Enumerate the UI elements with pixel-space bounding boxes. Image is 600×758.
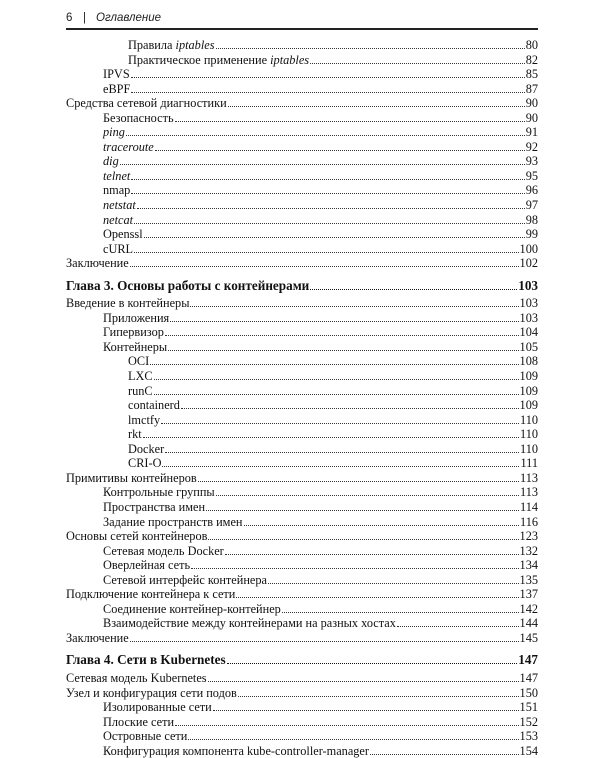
toc-entry[interactable] bbox=[66, 744, 538, 758]
toc-entry[interactable] bbox=[66, 671, 538, 686]
toc-page-number: 80 bbox=[525, 38, 538, 52]
toc-entry-italic-term: iptables bbox=[270, 52, 310, 67]
toc-entry-text: Docker bbox=[128, 441, 165, 456]
toc-entry-text: Приложения bbox=[103, 310, 170, 325]
leader-dots bbox=[150, 354, 518, 365]
leader-dots bbox=[165, 325, 519, 336]
leader-dots bbox=[216, 485, 519, 496]
leader-dots bbox=[130, 631, 519, 642]
toc-page-number: 137 bbox=[519, 587, 538, 602]
toc-page-number: 132 bbox=[519, 543, 538, 558]
toc-entry[interactable] bbox=[66, 573, 538, 588]
toc-entry-italic-term: telnet bbox=[103, 168, 131, 183]
leader-dots bbox=[188, 729, 518, 740]
leader-dots bbox=[137, 198, 525, 209]
toc-page-number: 104 bbox=[519, 325, 538, 340]
toc-page-number: 147 bbox=[519, 670, 538, 685]
toc-page-number: 152 bbox=[519, 714, 538, 729]
toc-entry[interactable] bbox=[66, 500, 538, 515]
toc-page-number: 109 bbox=[519, 369, 538, 384]
toc-entry[interactable] bbox=[66, 398, 538, 413]
toc-entry[interactable] bbox=[66, 544, 538, 559]
toc-entry[interactable] bbox=[66, 558, 538, 573]
toc-entry-title bbox=[103, 325, 164, 340]
toc-entry[interactable] bbox=[66, 529, 538, 544]
leader-dots bbox=[198, 471, 519, 482]
toc-entry[interactable] bbox=[66, 169, 538, 184]
leader-dots bbox=[131, 82, 524, 93]
toc-entry[interactable] bbox=[66, 256, 538, 271]
toc-page-number: 145 bbox=[519, 630, 538, 645]
leader-dots bbox=[208, 671, 519, 682]
toc-page-number: 85 bbox=[525, 67, 538, 82]
toc-page-number: 97 bbox=[525, 198, 538, 213]
toc-entry-title bbox=[128, 427, 142, 442]
toc-entry-title bbox=[128, 369, 153, 384]
toc-entry-text: Контейнеры bbox=[103, 339, 168, 354]
toc-entry-text: Соединение контейнер-контейнер bbox=[103, 601, 281, 616]
toc-chapter-heading[interactable] bbox=[66, 279, 538, 294]
leader-dots bbox=[190, 296, 518, 307]
toc-entry-text: Заключение bbox=[66, 256, 129, 271]
header-title: Оглавление bbox=[96, 12, 161, 24]
toc-page-number: 93 bbox=[525, 154, 538, 169]
table-of-contents bbox=[66, 38, 538, 758]
toc-entry-title bbox=[103, 213, 133, 228]
toc-entry[interactable] bbox=[66, 602, 538, 617]
toc-entry-text: Островные сети bbox=[103, 729, 188, 744]
toc-entry[interactable] bbox=[66, 369, 538, 384]
toc-entry-text: nmap bbox=[103, 183, 131, 198]
toc-entry-title bbox=[103, 715, 174, 730]
toc-entry-text: Гипервизор bbox=[103, 325, 164, 340]
toc-entry[interactable] bbox=[66, 715, 538, 730]
toc-page-number: 116 bbox=[520, 514, 538, 529]
toc-entry-text: lmctfy bbox=[128, 412, 161, 427]
toc-entry-title bbox=[66, 653, 226, 668]
toc-page-number: 90 bbox=[525, 110, 538, 125]
page-number: 6 bbox=[66, 12, 73, 24]
toc-entry-title bbox=[103, 544, 224, 559]
toc-page-number: 102 bbox=[519, 256, 538, 271]
leader-dots bbox=[208, 529, 518, 540]
toc-entry-title bbox=[103, 242, 133, 257]
toc-page-number: 103 bbox=[519, 310, 538, 325]
toc-page-number: 82 bbox=[525, 52, 538, 67]
toc-entry-text: rkt bbox=[128, 427, 142, 442]
toc-entry-text: Правила bbox=[128, 38, 176, 52]
toc-entry-title bbox=[128, 442, 164, 457]
toc-entry-text: Основы сетей контейнеров bbox=[66, 529, 208, 544]
toc-entry-text: Конфигурация компонента kube-controller-manager bbox=[103, 743, 369, 758]
toc-entry[interactable] bbox=[66, 587, 538, 602]
toc-page-number: 109 bbox=[519, 383, 538, 398]
toc-entry-text: Практическое применение bbox=[128, 52, 271, 67]
leader-dots bbox=[154, 369, 519, 380]
toc-entry-text: IPVS bbox=[103, 67, 130, 82]
toc-entry[interactable] bbox=[66, 631, 538, 646]
toc-page-number: 87 bbox=[525, 81, 538, 96]
toc-entry[interactable] bbox=[66, 729, 538, 744]
toc-entry[interactable] bbox=[66, 213, 538, 228]
toc-page-number: 151 bbox=[519, 700, 538, 715]
toc-entry-italic-term: iptables bbox=[175, 38, 215, 52]
leader-dots bbox=[206, 500, 519, 511]
toc-entry-title bbox=[103, 154, 119, 169]
toc-entry-title bbox=[103, 67, 130, 82]
toc-entry-italic-term: netstat bbox=[103, 198, 136, 213]
toc-entry-title bbox=[103, 700, 212, 715]
toc-entry-text: OCI bbox=[128, 354, 150, 369]
leader-dots bbox=[268, 573, 519, 584]
toc-entry-italic-term: dig bbox=[103, 154, 119, 169]
toc-entry-title bbox=[103, 500, 205, 515]
toc-entry-title bbox=[128, 384, 153, 399]
leader-dots bbox=[155, 140, 525, 151]
toc-entry[interactable] bbox=[66, 96, 538, 111]
toc-entry[interactable] bbox=[66, 183, 538, 198]
leader-dots bbox=[134, 242, 518, 253]
toc-entry-title bbox=[103, 198, 136, 213]
leader-dots bbox=[120, 154, 525, 165]
toc-page-number: 114 bbox=[520, 499, 538, 514]
toc-entry-title bbox=[103, 558, 190, 573]
toc-entry-title bbox=[66, 256, 129, 271]
toc-entry-title bbox=[103, 125, 125, 140]
toc-entry-title bbox=[103, 140, 154, 155]
toc-entry-text: Введение в контейнеры bbox=[66, 296, 190, 311]
toc-entry-title bbox=[66, 296, 189, 311]
toc-entry[interactable] bbox=[66, 154, 538, 169]
toc-entry[interactable] bbox=[66, 38, 538, 53]
leader-dots bbox=[143, 427, 519, 438]
toc-entry[interactable] bbox=[66, 125, 538, 140]
leader-dots bbox=[161, 413, 519, 424]
toc-page-number: 103 bbox=[519, 296, 538, 311]
toc-page-number: 98 bbox=[525, 212, 538, 227]
leader-dots bbox=[244, 515, 520, 526]
leader-dots bbox=[175, 111, 525, 122]
toc-entry[interactable] bbox=[66, 140, 538, 155]
toc-entry[interactable] bbox=[66, 471, 538, 486]
toc-entry-title bbox=[103, 616, 396, 631]
toc-page-number: 110 bbox=[520, 427, 538, 442]
toc-entry[interactable] bbox=[66, 311, 538, 326]
leader-dots bbox=[310, 279, 517, 290]
toc-entry-text: Плоские сети bbox=[103, 714, 175, 729]
toc-entry-text: Сетевой интерфейс контейнера bbox=[103, 572, 267, 587]
toc-entry-text: Оверлейная сеть bbox=[103, 558, 191, 573]
toc-entry-title bbox=[128, 354, 149, 369]
toc-entry[interactable] bbox=[66, 456, 538, 471]
leader-dots bbox=[181, 398, 519, 409]
toc-page-number: 134 bbox=[519, 558, 538, 573]
toc-entry[interactable] bbox=[66, 198, 538, 213]
toc-entry-title bbox=[66, 671, 207, 686]
toc-entry[interactable] bbox=[66, 242, 538, 257]
toc-entry-text: runC bbox=[128, 383, 153, 398]
toc-page-number: 147 bbox=[518, 652, 538, 668]
toc-chapter-heading[interactable] bbox=[66, 653, 538, 668]
toc-page-number: 142 bbox=[519, 601, 538, 616]
toc-entry-text: Задание пространств имен bbox=[103, 514, 243, 529]
toc-entry[interactable] bbox=[66, 227, 538, 242]
toc-entry-italic-term: traceroute bbox=[103, 139, 154, 154]
leader-dots bbox=[225, 544, 519, 555]
toc-page-number: 96 bbox=[525, 183, 538, 198]
leader-dots bbox=[131, 67, 525, 78]
toc-entry[interactable] bbox=[66, 82, 538, 97]
leader-dots bbox=[227, 653, 518, 664]
toc-entry-text: Узел и конфигурация сети подов bbox=[66, 685, 237, 700]
leader-dots bbox=[170, 311, 518, 322]
toc-page-number: 123 bbox=[519, 529, 538, 544]
toc-entry-title bbox=[66, 279, 309, 294]
leader-dots bbox=[216, 38, 525, 49]
toc-page-number: 91 bbox=[525, 125, 538, 140]
toc-entry-title bbox=[66, 471, 197, 486]
toc-entry-title bbox=[103, 602, 281, 617]
leader-dots bbox=[228, 96, 525, 107]
toc-entry-text: Заключение bbox=[66, 630, 129, 645]
leader-dots bbox=[282, 602, 519, 613]
toc-page-number: 144 bbox=[519, 616, 538, 631]
toc-entry-text: Изолированные сети bbox=[103, 700, 212, 715]
toc-entry-text: Пространства имен bbox=[103, 499, 206, 514]
leader-dots bbox=[397, 616, 519, 627]
toc-page-number: 113 bbox=[520, 485, 538, 500]
toc-entry-text: Взаимодействие между контейнерами на разных хостах bbox=[103, 616, 396, 631]
toc-entry-text: Контрольные группы bbox=[103, 485, 215, 500]
toc-page-number: 135 bbox=[519, 572, 538, 587]
toc-entry-title bbox=[128, 53, 309, 68]
leader-dots bbox=[126, 125, 525, 136]
leader-dots bbox=[131, 169, 524, 180]
leader-dots bbox=[370, 744, 519, 755]
toc-entry-text: Безопасность bbox=[103, 110, 174, 125]
toc-entry-text: cURL bbox=[103, 241, 134, 256]
toc-entry-title bbox=[103, 485, 215, 500]
leader-dots bbox=[134, 213, 525, 224]
toc-entry-title bbox=[128, 456, 161, 471]
leader-dots bbox=[213, 700, 519, 711]
toc-entry-title bbox=[103, 311, 169, 326]
toc-page-number: 154 bbox=[519, 743, 538, 758]
toc-entry[interactable] bbox=[66, 354, 538, 369]
toc-entry[interactable] bbox=[66, 515, 538, 530]
toc-entry[interactable] bbox=[66, 384, 538, 399]
toc-entry[interactable] bbox=[66, 485, 538, 500]
leader-dots bbox=[175, 715, 519, 726]
toc-entry-title bbox=[103, 573, 267, 588]
toc-entry-title bbox=[128, 413, 160, 428]
leader-dots bbox=[191, 558, 518, 569]
toc-page-number: 109 bbox=[519, 398, 538, 413]
leader-dots bbox=[310, 53, 525, 64]
toc-entry-text: LXC bbox=[128, 369, 153, 384]
toc-entry-text: CRI-O bbox=[128, 456, 162, 471]
toc-entry-title bbox=[103, 729, 187, 744]
toc-entry[interactable] bbox=[66, 325, 538, 340]
toc-entry-title bbox=[66, 631, 129, 646]
toc-page-number: 110 bbox=[520, 412, 538, 427]
toc-entry[interactable] bbox=[66, 442, 538, 457]
leader-dots bbox=[168, 340, 518, 351]
running-header bbox=[66, 10, 538, 30]
toc-entry-title bbox=[103, 515, 243, 530]
toc-entry-text: Openssl bbox=[103, 227, 143, 242]
toc-page-number: 110 bbox=[520, 441, 538, 456]
toc-entry[interactable] bbox=[66, 616, 538, 631]
toc-entry-title bbox=[66, 96, 227, 111]
toc-entry-title bbox=[103, 82, 130, 97]
toc-entry-title bbox=[103, 744, 369, 758]
toc-entry-title bbox=[103, 169, 130, 184]
toc-entry-italic-term: netcat bbox=[103, 212, 134, 227]
toc-page-number: 95 bbox=[525, 168, 538, 183]
toc-entry[interactable] bbox=[66, 427, 538, 442]
toc-page-number: 92 bbox=[525, 139, 538, 154]
toc-entry-text: Глава 3. Основы работы с контейнерами bbox=[66, 277, 310, 293]
toc-entry-text: eBPF bbox=[103, 81, 131, 96]
toc-page-number: 100 bbox=[519, 241, 538, 256]
toc-page-number: 105 bbox=[519, 339, 538, 354]
toc-entry-title bbox=[103, 340, 167, 355]
leader-dots bbox=[130, 256, 519, 267]
leader-dots bbox=[236, 587, 518, 598]
toc-entry-title bbox=[66, 686, 237, 701]
toc-entry-title bbox=[103, 227, 143, 242]
toc-entry-title bbox=[103, 183, 130, 198]
toc-entry[interactable] bbox=[66, 340, 538, 355]
toc-entry-text: Сетевая модель Kubernetes bbox=[66, 670, 207, 685]
leader-dots bbox=[162, 456, 519, 467]
toc-entry[interactable] bbox=[66, 111, 538, 126]
toc-entry-text: Глава 4. Сети в Kubernetes bbox=[66, 652, 226, 668]
toc-entry-title bbox=[103, 111, 174, 126]
toc-entry-text: Подключение контейнера к сети bbox=[66, 587, 236, 602]
toc-entry[interactable] bbox=[66, 53, 538, 68]
header-separator: | bbox=[83, 12, 86, 24]
toc-page-number: 150 bbox=[519, 685, 538, 700]
toc-entry-title bbox=[128, 398, 180, 413]
toc-entry[interactable] bbox=[66, 686, 538, 701]
toc-entry-text: Сетевая модель Docker bbox=[103, 543, 224, 558]
toc-page-number: 111 bbox=[520, 456, 538, 471]
toc-entry-italic-term: ping bbox=[103, 125, 125, 140]
toc-entry-title bbox=[66, 529, 207, 544]
leader-dots bbox=[238, 686, 519, 697]
toc-entry-text: containerd bbox=[128, 398, 180, 413]
toc-entry[interactable] bbox=[66, 700, 538, 715]
toc-page-number: 113 bbox=[520, 470, 538, 485]
toc-page-number: 153 bbox=[519, 729, 538, 744]
toc-page-number: 99 bbox=[525, 227, 538, 242]
leader-dots bbox=[165, 442, 519, 453]
leader-dots bbox=[154, 384, 519, 395]
toc-page-number: 103 bbox=[518, 277, 538, 293]
toc-entry[interactable] bbox=[66, 67, 538, 82]
toc-entry-text: Примитивы контейнеров bbox=[66, 470, 197, 485]
toc-page-number: 90 bbox=[525, 96, 538, 111]
leader-dots bbox=[144, 227, 525, 238]
toc-page-number: 108 bbox=[519, 354, 538, 369]
toc-entry-title bbox=[66, 587, 235, 602]
toc-entry-title bbox=[128, 38, 215, 53]
toc-entry[interactable] bbox=[66, 296, 538, 311]
toc-entry[interactable] bbox=[66, 413, 538, 428]
toc-entry-text: Средства сетевой диагностики bbox=[66, 96, 227, 111]
leader-dots bbox=[131, 183, 524, 194]
